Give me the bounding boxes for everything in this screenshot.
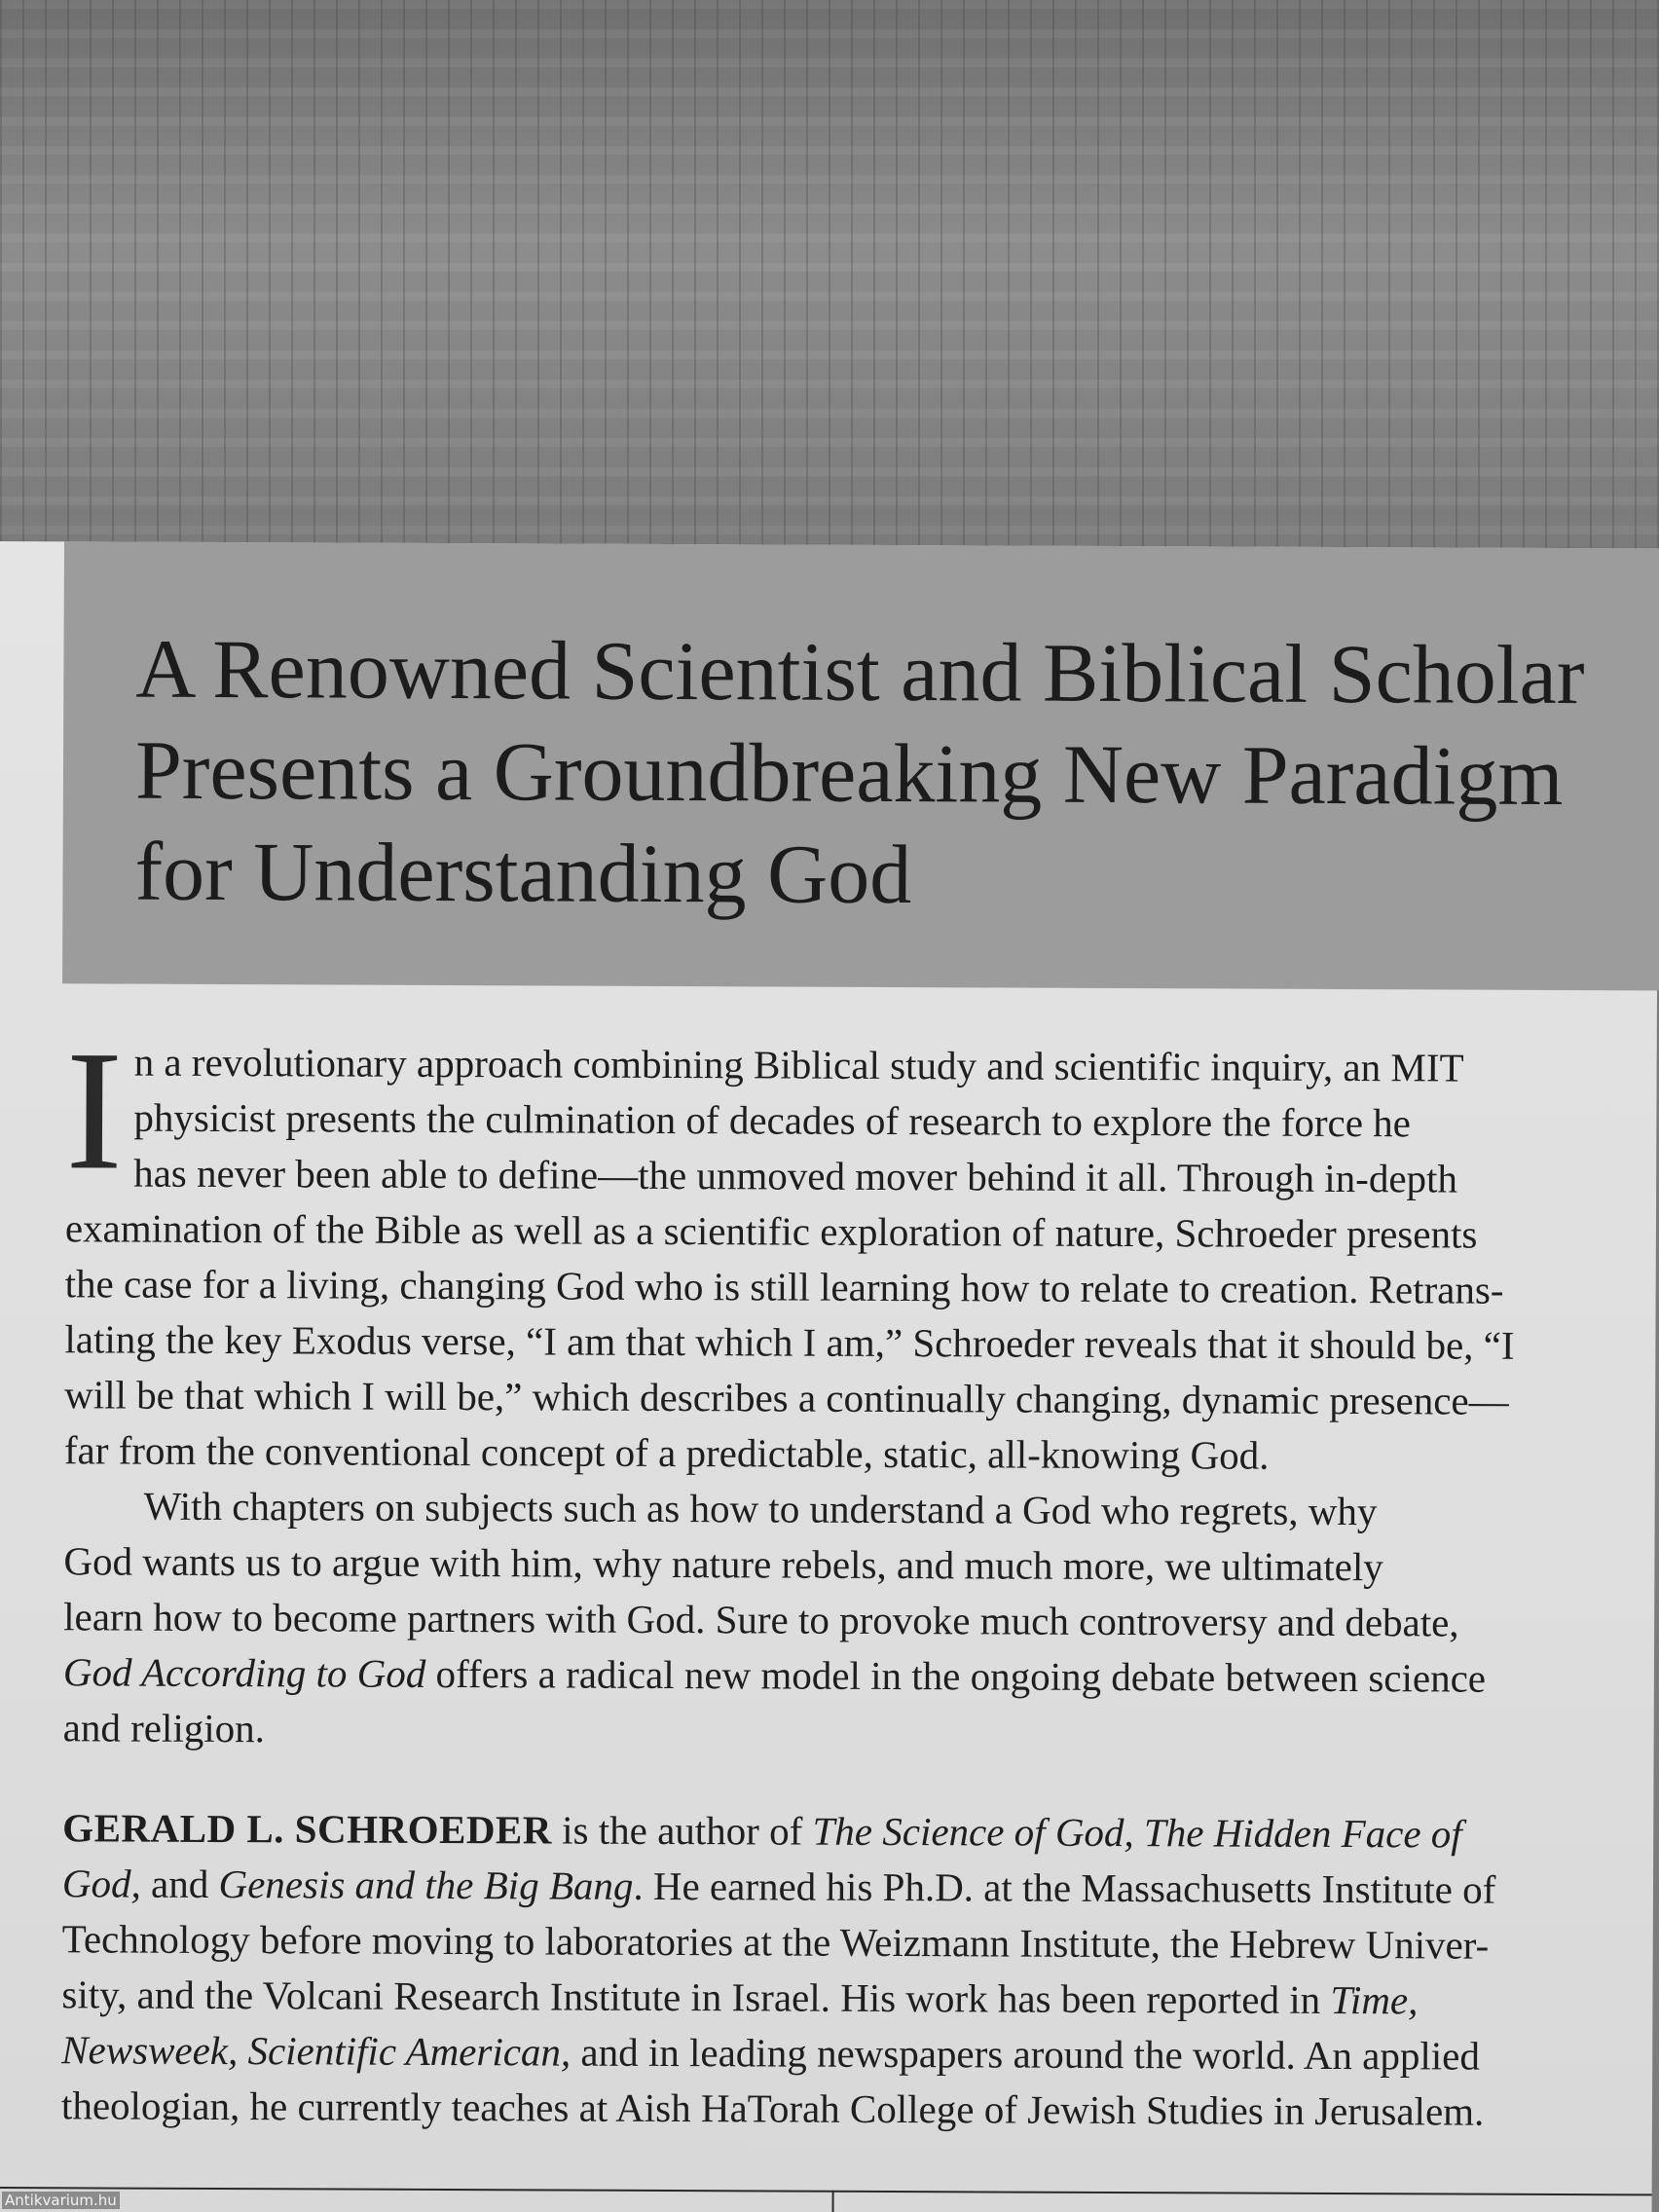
text-line: and religion.: [62, 1705, 266, 1751]
text-line: [63, 1644, 1602, 1707]
text-line: With chapters on subjects such as how to understand a God who regrets, why: [143, 1483, 1378, 1534]
book-title: The Science of God, The Hidden Face of: [812, 1808, 1462, 1857]
watermark: Antikvarium.hu: [2, 2192, 120, 2209]
bottom-rule: [0, 2187, 1652, 2195]
text-line: Technology before moving to laboratories at the Weizmann Institute, the Hebrew Univer-: [61, 1916, 1490, 1968]
description-paragraph-1: [63, 1015, 1604, 1485]
text-line: the case for a living, changing God who is still learning how to relate to creation. Retrans-: [64, 1261, 1504, 1312]
headline: [134, 618, 1596, 929]
author-bio: [61, 1800, 1601, 2140]
drop-cap: I: [65, 1015, 124, 1206]
text-line: theologian, he currently teaches at Aish HaTorah College of Jewish Studies in Jerusalem.: [60, 2083, 1485, 2134]
text-line: [61, 1967, 1600, 2029]
headline-line: for Understanding God: [134, 824, 912, 922]
text-line: [62, 1800, 1601, 1862]
text-line: has never been able to define—the unmoved mover behind it all. Through in-depth: [133, 1150, 1458, 1201]
author-name: GERALD L. SCHROEDER: [62, 1805, 553, 1853]
text-run: and in leading newspapers around the world. An applied: [571, 2029, 1480, 2079]
text-line: will be that which I will be,” which describes a continually changing, dynamic presence—: [64, 1372, 1509, 1423]
text-line: [62, 1856, 1601, 1918]
book-title: God According to God: [62, 1649, 426, 1696]
book-title: God,: [61, 1861, 141, 1906]
book-title: Genesis and the Big Bang: [218, 1861, 634, 1908]
text-line: learn how to become partners with God. Sure to provoke much controversy and debate,: [63, 1594, 1459, 1645]
bottom-rule-tick: [832, 2191, 834, 2212]
book-jacket-flap: [0, 541, 1659, 2212]
text-line: lating the key Exodus verse, “I am that which I am,” Schroeder reveals that it should be, “I: [64, 1316, 1515, 1368]
text-line: n a revolutionary approach combining Biblical study and scientific inquiry, an MIT: [133, 1039, 1464, 1090]
background-surface: [0, 0, 1659, 555]
text-run: and: [140, 1861, 219, 1906]
text-run: . He earned his Ph.D. at the Massachusetts Institute of: [633, 1862, 1496, 1912]
text-line: physicist presents the culmination of decades of research to explore the force he: [133, 1094, 1412, 1146]
text-run: offers a radical new model in the ongoing debate between science: [425, 1650, 1487, 1701]
publication-title: Newsweek, Scientific American,: [61, 2027, 571, 2075]
text-line: [61, 2022, 1600, 2084]
flap-copy: [60, 1015, 1604, 2140]
text-run: sity, and the Volcani Research Institute in Israel. His work has been reported in: [61, 1972, 1331, 2022]
text-line: far from the conventional concept of a predictable, static, all-knowing God.: [63, 1427, 1270, 1478]
text-line: examination of the Bible as well as a scientific exploration of nature, Schroeder presents: [64, 1205, 1478, 1257]
text-line: God wants us to argue with him, why nature rebels, and much more, we ultimately: [63, 1538, 1383, 1590]
headline-line: Presents a Groundbreaking New Paradigm: [134, 722, 1564, 824]
description-paragraph-2: [63, 1478, 1603, 1762]
text-run: is the author of: [551, 1807, 813, 1854]
publication-title: Time,: [1330, 1976, 1419, 2023]
headline-line: A Renowned Scientist and Biblical Scholar: [135, 621, 1585, 722]
